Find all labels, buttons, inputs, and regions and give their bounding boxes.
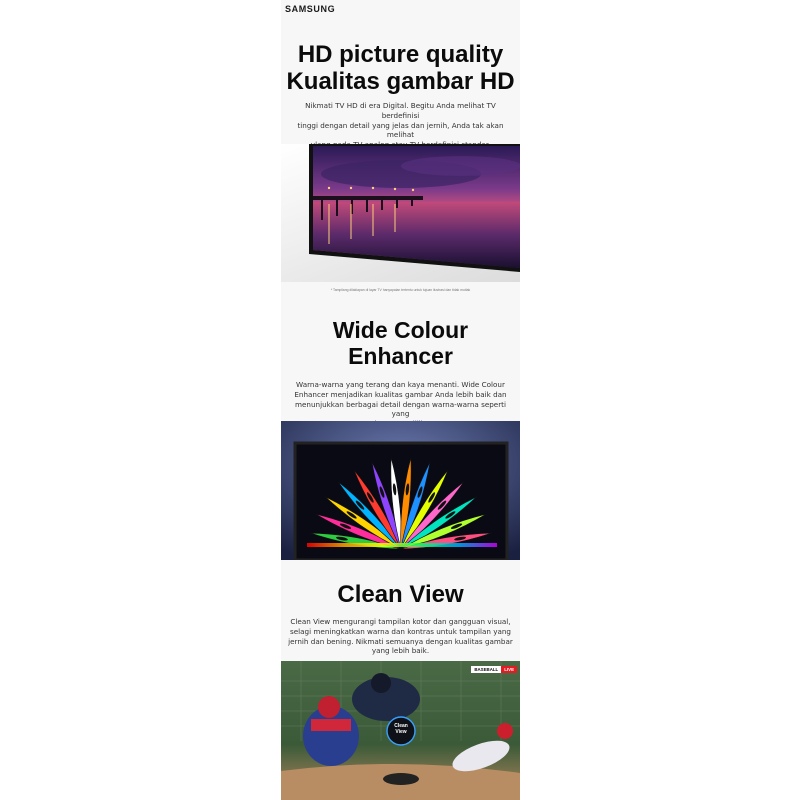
wce-body-line: Warna-warna yang terang dan kaya menanti. Wide Colour [296, 380, 505, 389]
cleanview-body-line: jernih dan bening. Nikmati semuanya dengan kualitas gambar [288, 636, 513, 646]
wce-title-line1: Wide Colour [332, 317, 469, 343]
wce-body-line: Enhancer menjadikan kualitas gambar Anda lebih baik dan [294, 389, 507, 399]
samsung-logo: SAMSUNG [285, 4, 336, 14]
baseball-badge-label: BASEBALL [471, 666, 501, 673]
hd-body-line: tinggi dengan detail yang jelas dan jernih, Anda tak akan melihat [297, 120, 504, 140]
hd-section-body [286, 101, 515, 150]
baseball-clean-view-image [281, 661, 520, 800]
tv-colorful-kayaks-image [281, 421, 520, 560]
cleanview-body-line: Clean View mengurangi tampilan kotor dan gangguan visual, [290, 617, 511, 626]
hd-section-title [281, 42, 520, 96]
hd-body-line: Nikmati TV HD di era Digital. Begitu Anda melihat TV berdefinisi [305, 101, 496, 120]
wce-title-line2: Enhancer [348, 342, 453, 369]
cleanview-section-title: Clean View [337, 581, 464, 608]
clean-view-bubble-line1: Clean [394, 723, 408, 729]
cleanview-body-line: selagi meningkatkan warna dan kontras untuk tampilan yang [289, 626, 511, 636]
clean-view-bubble-line2: View [395, 729, 407, 735]
wce-body-line: menunjukkan berbagai detail dengan warna-warna seperti yang [294, 399, 506, 419]
cleanview-body-line: yang lebih baik. [371, 646, 430, 656]
hd-title-line1: HD picture quality [297, 41, 504, 68]
cleanview-section-body [286, 617, 515, 656]
baseball-badge [471, 666, 517, 673]
hd-title-line2: Kualitas gambar HD [286, 67, 515, 95]
wce-section-title [281, 318, 520, 370]
tv-sunset-pier-image [281, 144, 520, 282]
image-caption: * Tampilang dilakiapan di layar TV hanyapaian tertentu untuk tujuan ilustrasi dan tidak mutlak [330, 288, 471, 292]
clean-view-bubble [387, 723, 415, 735]
live-badge: LIVE [501, 666, 517, 673]
